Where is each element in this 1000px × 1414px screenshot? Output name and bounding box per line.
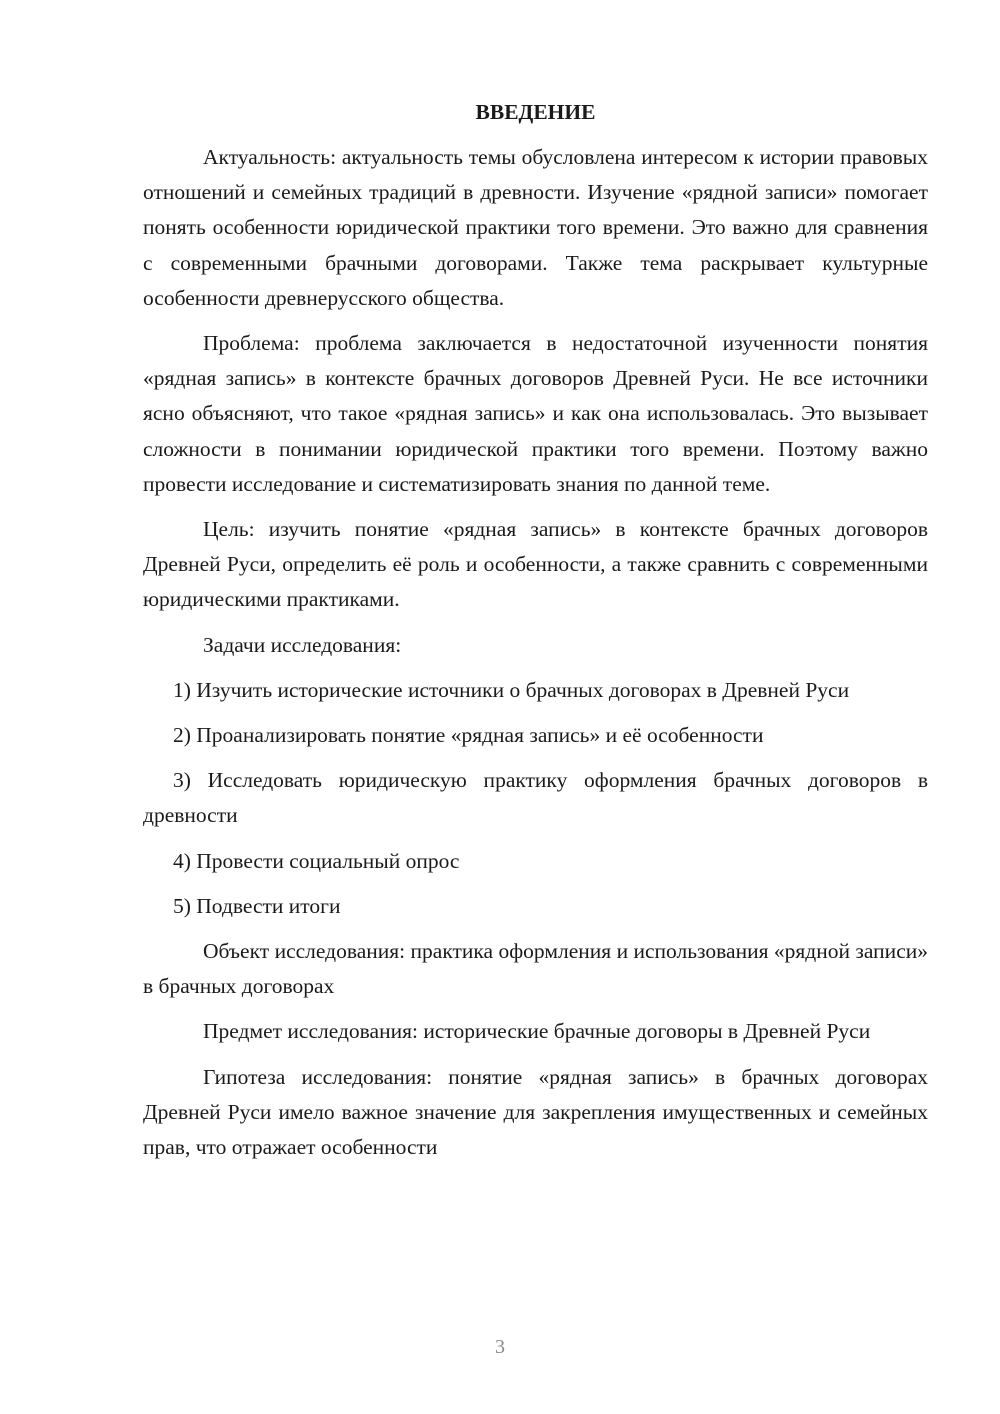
- paragraph-hypothesis: Гипотеза исследования: понятие «рядная запись» в брачных договорах Древней Руси имело важное значение для закрепления имущественных и семейных прав, что отражает особенности: [143, 1064, 928, 1160]
- task-item-2: 2) Проанализировать понятие «рядная запись» и её особенности: [173, 723, 764, 748]
- paragraph-problem: Проблема: проблема заключается в недостаточной изученности понятия «рядная запись» в контексте брачных договоров Древней Руси. Не все источники ясно объясняют, что такое «рядная запись» и как она использовалась. Это вызывает сложности в понимании юридической практики того времени. Поэтому важно провести исследование и систематизировать знания по данной теме.: [143, 331, 928, 496]
- page-title: ВВЕДЕНИЕ: [475, 100, 596, 124]
- task-item-5: 5) Подвести итоги: [173, 893, 341, 918]
- page-number: 3: [495, 1336, 505, 1358]
- task-item-3: 3) Исследовать юридическую практику оформления брачных договоров в древности: [143, 768, 928, 828]
- paragraph-subject: Предмет исследования: исторические брачные договоры в Древней Руси: [203, 1019, 871, 1044]
- task-item-4: 4) Провести социальный опрос: [173, 848, 460, 873]
- paragraph-relevance: Актуальность: актуальность темы обусловлена интересом к истории правовых отношений и семейных традиций в древности. Изучение «рядной записи» помогает понять особенности юридической практики того времени. Это важно для сравнения с современными брачными договорами. Также тема раскрывает культурные особенности древнерусского общества.: [143, 145, 928, 310]
- task-item-1: 1) Изучить исторические источники о брачных договорах в Древней Руси: [173, 677, 850, 702]
- paragraph-goal: Цель: изучить понятие «рядная запись» в контексте брачных договоров Древней Руси, определить её роль и особенности, а также сравнить с современными юридическими практиками.: [143, 517, 928, 612]
- tasks-heading: Задачи исследования:: [203, 632, 402, 657]
- paragraph-object: Объект исследования: практика оформления и использования «рядной записи» в брачных договорах: [143, 939, 928, 999]
- document-page: [143, 95, 928, 1175]
